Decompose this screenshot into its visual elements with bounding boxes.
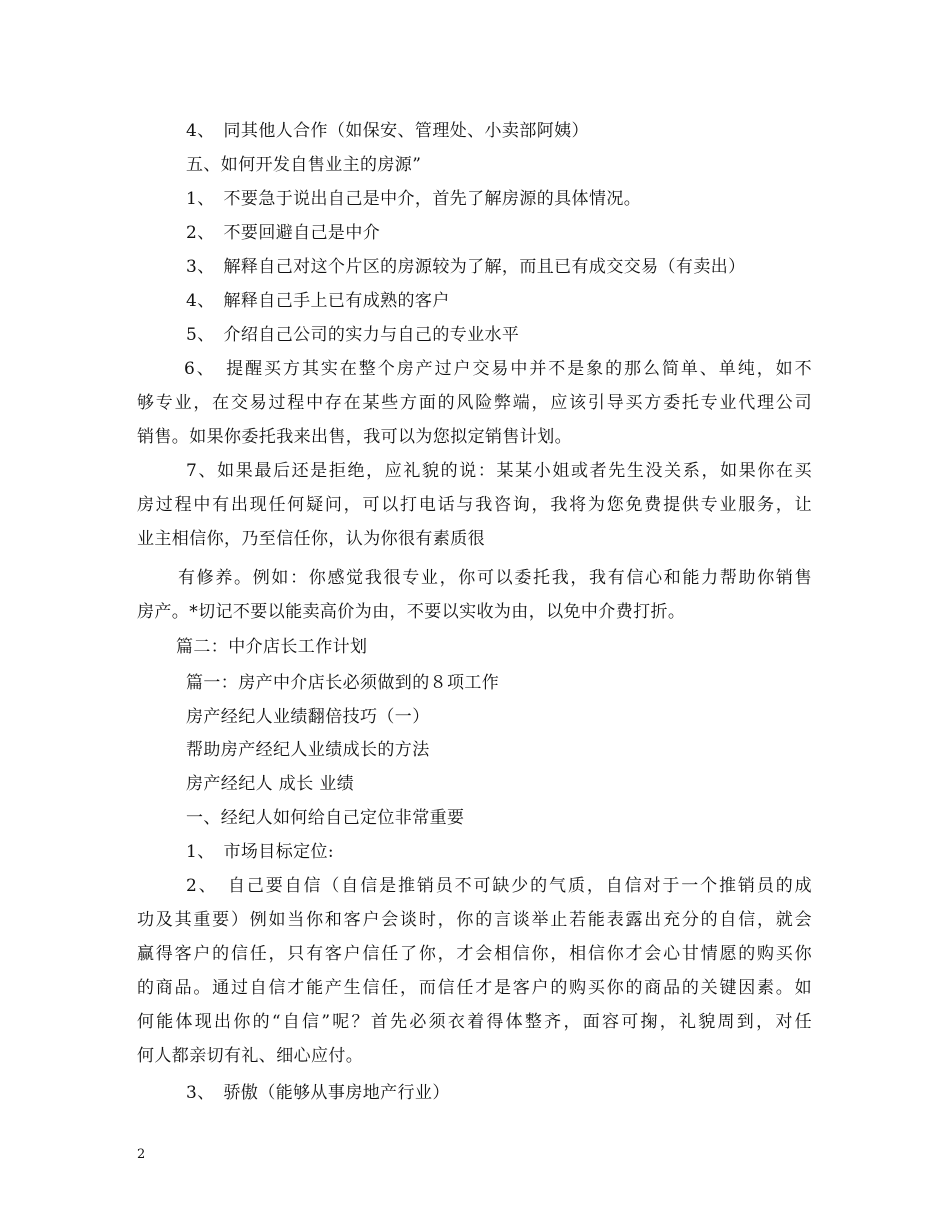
paragraph-line: 5、 介绍自己公司的实力与自己的专业水平 <box>186 325 520 345</box>
paragraph-line: 有修养。例如：你感觉我很专业，你可以委托我，我有信心和能力帮助你销售 <box>178 568 812 588</box>
page-number: 2 <box>137 1147 146 1162</box>
paragraph-line: 帮助房产经纪人业绩成长的方法 <box>186 740 430 760</box>
paragraph-line: 7、如果最后还是拒绝，应礼貌的说：某某小姐或者先生没关系，如果你在买 <box>186 461 812 481</box>
paragraph-line: 4、 解释自己手上已有成熟的客户 <box>186 291 450 311</box>
paragraph-line: 6、 提醒买方其实在整个房产过户交易中并不是象的那么简单、单纯，如不 <box>184 359 812 379</box>
paragraph-line: 何人都亲切有礼、细心应付。 <box>137 1046 364 1066</box>
paragraph-line: 够专业，在交易过程中存在某些方面的风险弊端，应该引导买方委托专业代理公司 <box>137 393 812 413</box>
paragraph-line: 赢得客户的信任，只有客户信任了你，才会相信你，相信你才会心甘情愿的购买你 <box>137 944 812 964</box>
paragraph-line: 销售。如果你委托我来出售，我可以为您拟定销售计划。 <box>137 427 572 447</box>
paragraph-line: 4、 同其他人合作（如保安、管理处、小卖部阿姨） <box>186 121 589 141</box>
paragraph-line: 房过程中有出现任何疑问，可以打电话与我咨询，我将为您免费提供专业服务，让 <box>137 495 812 515</box>
paragraph-line: 3、 骄傲（能够从事房地产行业） <box>186 1083 450 1103</box>
paragraph-line: 何能体现出你的“自信”呢？首先必须衣着得体整齐，面容可掬，礼貌周到，对任 <box>137 1012 812 1032</box>
paragraph-line: 功及其重要）例如当你和客户会谈时，你的言谈举止若能表露出充分的自信，就会 <box>137 910 812 930</box>
paragraph-line: 房产。*切记不要以能卖高价为由，不要以实收为由，以免中介费打折。 <box>137 602 686 622</box>
paragraph-line: 3、 解释自己对这个片区的房源较为了解，而且已有成交交易（有卖出） <box>186 257 746 277</box>
section-heading: 篇二：中介店长工作计划 <box>176 637 368 657</box>
paragraph-line: 2、 不要回避自己是中介 <box>186 223 381 243</box>
paragraph-line: 房产经纪人 成长 业绩 <box>186 774 355 794</box>
paragraph-line: 1、 市场目标定位: <box>186 842 335 862</box>
section-heading: 一、经纪人如何给自己定位非常重要 <box>186 808 465 828</box>
paragraph-line: 业主相信你，乃至信任你，认为你很有素质很 <box>137 529 485 549</box>
paragraph-line: 1、 不要急于说出自己是中介，首先了解房源的具体情况。 <box>186 189 642 209</box>
paragraph-line: 篇一：房产中介店长必须做到的８项工作 <box>186 673 500 693</box>
paragraph-line: 房产经纪人业绩翻倍技巧（一） <box>186 707 430 727</box>
paragraph-line: 2、 自己要自信（自信是推销员不可缺少的气质，自信对于一个推销员的成 <box>186 876 812 896</box>
section-heading: 五、如何开发自售业主的房源” <box>186 155 422 175</box>
paragraph-line: 的商品。通过自信才能产生信任，而信任才是客户的购买你的商品的关键因素。如 <box>137 978 812 998</box>
